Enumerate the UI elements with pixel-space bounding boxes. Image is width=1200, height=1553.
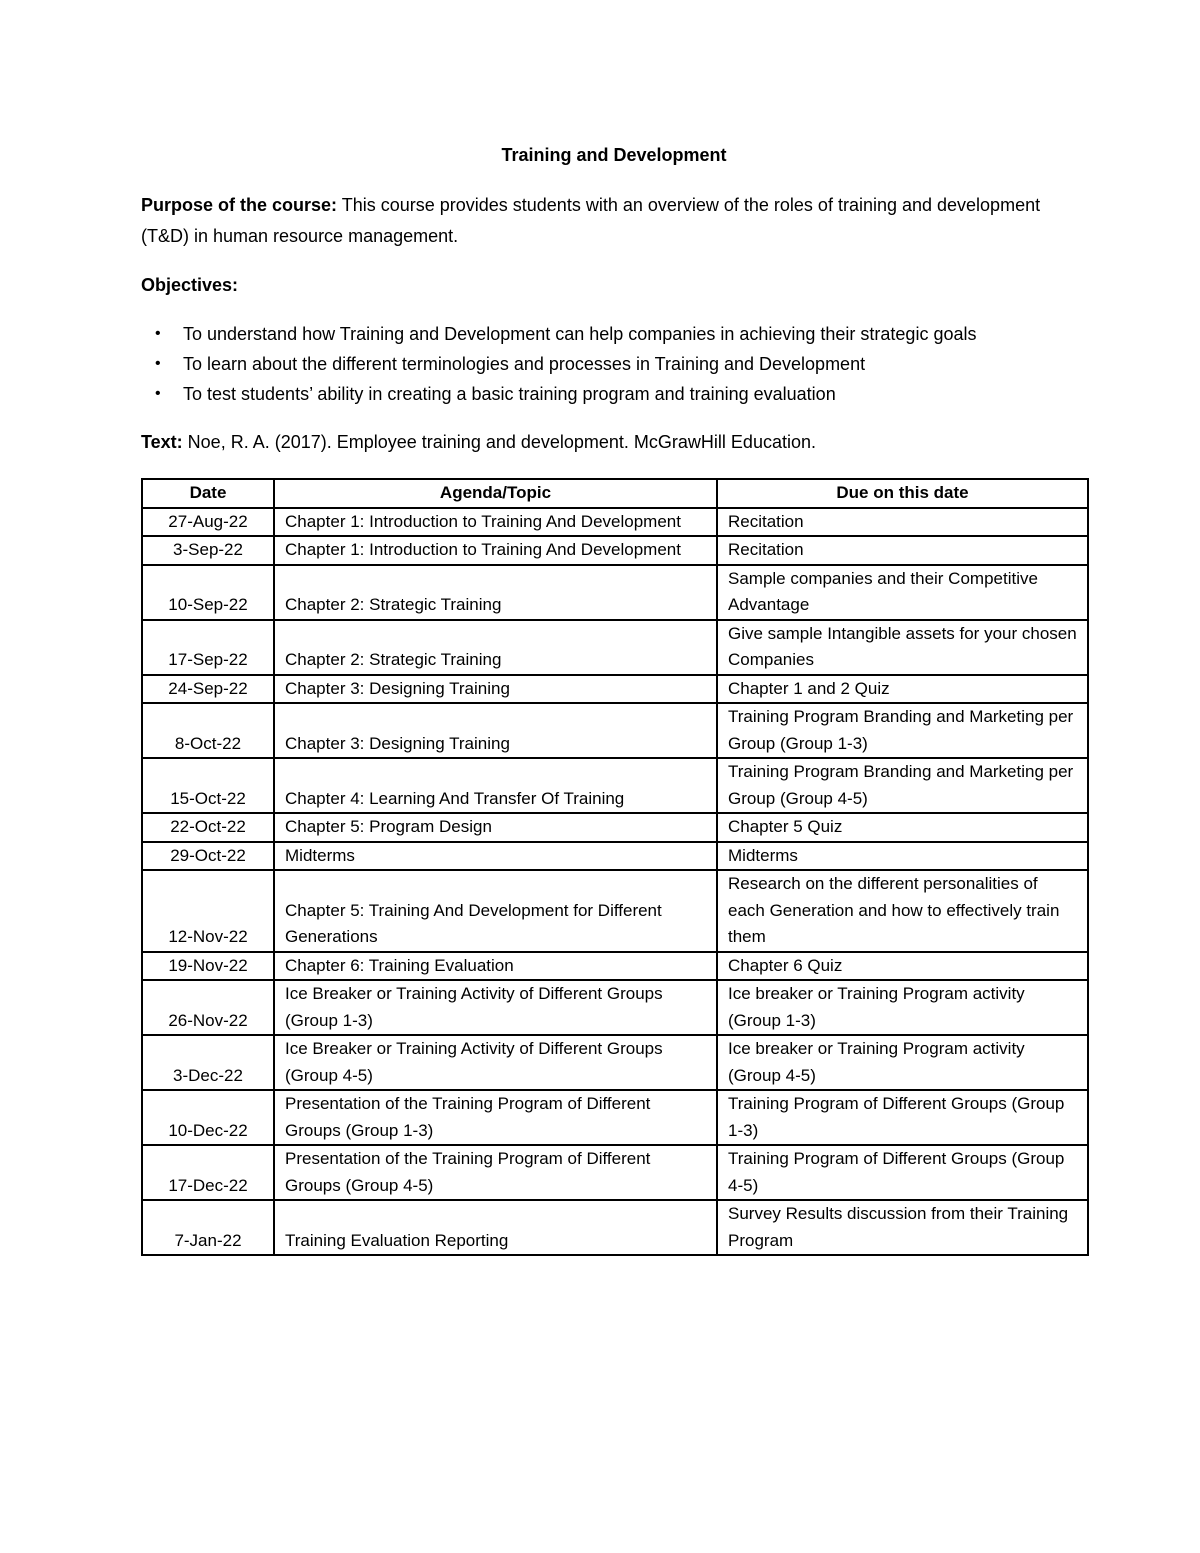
cell-agenda-topic: Chapter 2: Strategic Training — [274, 565, 717, 620]
cell-date: 29-Oct-22 — [142, 842, 274, 871]
cell-agenda-topic: Ice Breaker or Training Activity of Different Groups (Group 1-3) — [274, 980, 717, 1035]
header-due: Due on this date — [717, 479, 1088, 508]
cell-due: Survey Results discussion from their Training Program — [717, 1200, 1088, 1255]
table-row — [142, 1145, 1088, 1200]
cell-date: 22-Oct-22 — [142, 813, 274, 842]
cell-due: Training Program of Different Groups (Group 1-3) — [717, 1090, 1088, 1145]
cell-agenda-topic: Chapter 2: Strategic Training — [274, 620, 717, 675]
table-row — [142, 508, 1088, 537]
cell-date: 27-Aug-22 — [142, 508, 274, 537]
table-row — [142, 675, 1088, 704]
table-row — [142, 1200, 1088, 1255]
header-date: Date — [142, 479, 274, 508]
bullet-icon: • — [155, 355, 161, 372]
cell-date: 10-Dec-22 — [142, 1090, 274, 1145]
cell-due: Sample companies and their Competitive Advantage — [717, 565, 1088, 620]
cell-due: Ice breaker or Training Program activity (Group 1-3) — [717, 980, 1088, 1035]
document-page — [141, 140, 1087, 1256]
cell-due: Chapter 1 and 2 Quiz — [717, 675, 1088, 704]
cell-date: 17-Sep-22 — [142, 620, 274, 675]
cell-due: Chapter 6 Quiz — [717, 952, 1088, 981]
schedule-table — [141, 478, 1089, 1256]
table-header-row — [142, 479, 1088, 508]
text-label: Text: — [141, 432, 183, 452]
cell-agenda-topic: Presentation of the Training Program of Different Groups (Group 4-5) — [274, 1145, 717, 1200]
cell-agenda-topic: Chapter 3: Designing Training — [274, 703, 717, 758]
cell-date: 26-Nov-22 — [142, 980, 274, 1035]
cell-date: 12-Nov-22 — [142, 870, 274, 952]
table-row — [142, 870, 1088, 952]
cell-due: Midterms — [717, 842, 1088, 871]
table-row — [142, 565, 1088, 620]
table-row — [142, 1090, 1088, 1145]
cell-due: Research on the different personalities of each Generation and how to effectively train them — [717, 870, 1088, 952]
table-row — [142, 813, 1088, 842]
schedule-body — [142, 508, 1088, 1256]
cell-agenda-topic: Chapter 3: Designing Training — [274, 675, 717, 704]
cell-date: 3-Sep-22 — [142, 536, 274, 565]
cell-agenda-topic: Training Evaluation Reporting — [274, 1200, 717, 1255]
cell-due: Training Program Branding and Marketing per Group (Group 4-5) — [717, 758, 1088, 813]
cell-date: 19-Nov-22 — [142, 952, 274, 981]
cell-date: 7-Jan-22 — [142, 1200, 274, 1255]
cell-due: Ice breaker or Training Program activity (Group 4-5) — [717, 1035, 1088, 1090]
cell-due: Training Program of Different Groups (Group 4-5) — [717, 1145, 1088, 1200]
list-item: • To learn about the different terminologies and processes in Training and Development — [141, 349, 1087, 379]
cell-agenda-topic: Presentation of the Training Program of Different Groups (Group 1-3) — [274, 1090, 717, 1145]
table-row — [142, 703, 1088, 758]
cell-date: 8-Oct-22 — [142, 703, 274, 758]
text-reference — [141, 427, 1087, 458]
cell-agenda-topic: Chapter 5: Training And Development for Different Generations — [274, 870, 717, 952]
objectives-heading: Objectives: — [141, 275, 239, 295]
cell-date: 10-Sep-22 — [142, 565, 274, 620]
text-citation: Noe, R. A. (2017). Employee training and development. McGrawHill Education. — [182, 432, 816, 452]
cell-agenda-topic: Ice Breaker or Training Activity of Different Groups (Group 4-5) — [274, 1035, 717, 1090]
cell-agenda-topic: Chapter 5: Program Design — [274, 813, 717, 842]
list-item: • To test students’ ability in creating a basic training program and training evaluation — [141, 379, 1087, 409]
cell-date: 24-Sep-22 — [142, 675, 274, 704]
table-row — [142, 842, 1088, 871]
cell-agenda-topic: Midterms — [274, 842, 717, 871]
cell-agenda-topic: Chapter 1: Introduction to Training And Development — [274, 508, 717, 537]
cell-due: Give sample Intangible assets for your chosen Companies — [717, 620, 1088, 675]
cell-agenda-topic: Chapter 4: Learning And Transfer Of Training — [274, 758, 717, 813]
cell-date: 3-Dec-22 — [142, 1035, 274, 1090]
list-item: • To understand how Training and Development can help companies in achieving their strategic goals — [141, 319, 1087, 349]
cell-due: Recitation — [717, 536, 1088, 565]
cell-due: Training Program Branding and Marketing per Group (Group 1-3) — [717, 703, 1088, 758]
table-row — [142, 1035, 1088, 1090]
table-row — [142, 980, 1088, 1035]
table-row — [142, 952, 1088, 981]
table-row — [142, 620, 1088, 675]
purpose-label: Purpose of the course: — [141, 195, 338, 215]
bullet-icon: • — [155, 385, 161, 402]
objectives-list — [141, 319, 1087, 409]
table-row — [142, 536, 1088, 565]
cell-agenda-topic: Chapter 1: Introduction to Training And Development — [274, 536, 717, 565]
cell-date: 17-Dec-22 — [142, 1145, 274, 1200]
cell-due: Recitation — [717, 508, 1088, 537]
header-agenda-topic: Agenda/Topic — [274, 479, 717, 508]
cell-due: Chapter 5 Quiz — [717, 813, 1088, 842]
table-row — [142, 758, 1088, 813]
document-title: Training and Development — [501, 145, 727, 165]
purpose-text: This course provides students with an overview of the roles of training and development (T&D) in human resource management. — [141, 195, 1041, 246]
cell-agenda-topic: Chapter 6: Training Evaluation — [274, 952, 717, 981]
cell-date: 15-Oct-22 — [142, 758, 274, 813]
bullet-icon: • — [155, 325, 161, 342]
purpose-paragraph — [141, 190, 1087, 252]
